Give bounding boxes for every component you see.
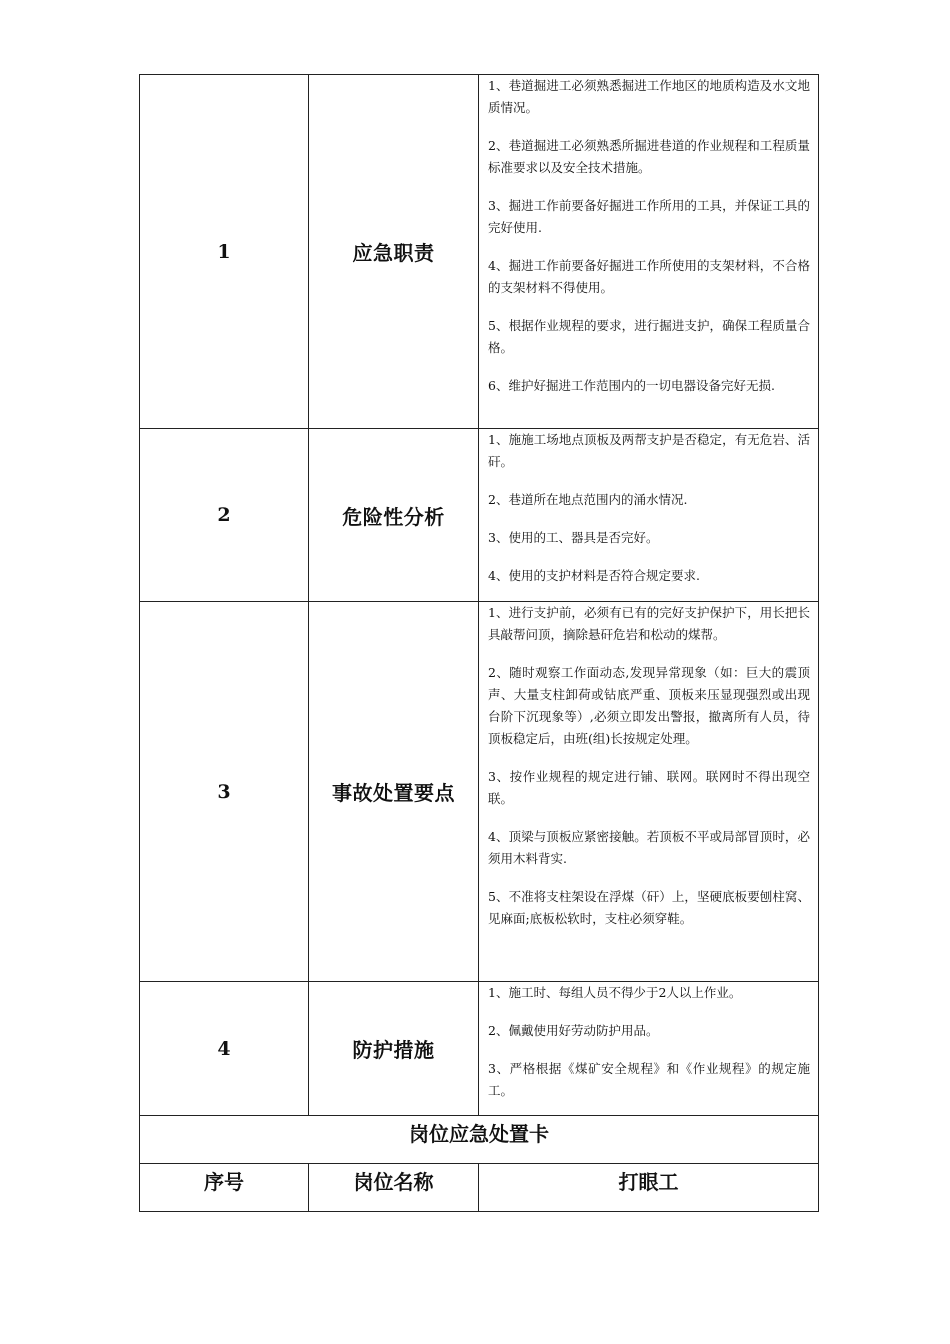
table-row (140, 429, 819, 602)
section-number: 4 (140, 982, 309, 1116)
table-row (140, 1116, 819, 1164)
list-item: 3、严格根据《煤矿安全规程》和《作业规程》的规定施工。 (488, 1061, 810, 1098)
section-name: 危险性分析 (309, 429, 479, 602)
section-number: 2 (140, 429, 309, 602)
header-number: 序号 (140, 1164, 309, 1212)
list-item: 2、佩戴使用好劳动防护用品。 (488, 1023, 659, 1038)
section-number: 1 (140, 75, 309, 429)
table-row (140, 602, 819, 982)
list-item: 6、维护好掘进工作范围内的一切电器设备完好无损. (488, 378, 775, 393)
section-name: 事故处置要点 (309, 602, 479, 982)
list-item: 3、按作业规程的规定进行铺、联网。联网时不得出现空联。 (488, 769, 810, 806)
list-item: 5、根据作业规程的要求，进行掘进支护，确保工程质量合格。 (488, 318, 810, 355)
section-name: 应急职责 (309, 75, 479, 429)
emergency-card-table (139, 74, 819, 1212)
list-item: 2、巷道所在地点范围内的涌水情况. (488, 492, 688, 507)
section-items (479, 602, 819, 982)
header-position-value: 打眼工 (479, 1164, 819, 1212)
list-item: 3、使用的工、器具是否完好。 (488, 530, 659, 545)
list-item: 2、随时观察工作面动态,发现异常现象（如：巨大的震顶声、大量支柱卸荷或钻底严重、顶板来压显现强烈或出现台阶下沉现象等）,必须立即发出警报，撤离所有人员，待顶板稳定后，由班(组)长按规定处理。 (488, 665, 810, 746)
section-items (479, 75, 819, 429)
list-item: 4、掘进工作前要备好掘进工作所使用的支架材料，不合格的支架材料不得使用。 (488, 258, 810, 295)
table-row (140, 982, 819, 1116)
list-item: 5、不准将支柱架设在浮煤（矸）上，坚硬底板要刨柱窝、见麻面;底板松软时，支柱必须穿鞋。 (488, 889, 810, 926)
list-item: 3、掘进工作前要备好掘进工作所用的工具，并保证工具的完好使用. (488, 198, 810, 235)
list-item: 1、巷道掘进工必须熟悉掘进工作地区的地质构造及水文地质情况。 (488, 78, 810, 115)
list-item: 1、进行支护前，必须有已有的完好支护保护下，用长把长具敲帮问顶，摘除悬矸危岩和松动的煤帮。 (488, 605, 810, 642)
table-row (140, 75, 819, 429)
list-item: 1、施工时、每组人员不得少于2人以上作业。 (488, 985, 742, 1000)
section-items (479, 429, 819, 602)
section-name: 防护措施 (309, 982, 479, 1116)
list-item: 4、顶梁与顶板应紧密接触。若顶板不平或局部冒顶时，必须用木料背实. (488, 829, 810, 866)
section-items (479, 982, 819, 1116)
header-position-label: 岗位名称 (309, 1164, 479, 1212)
list-item: 1、施施工场地点顶板及两帮支护是否稳定，有无危岩、活矸。 (488, 432, 810, 469)
card-title: 岗位应急处置卡 (140, 1116, 819, 1164)
table-row (140, 1164, 819, 1212)
list-item: 2、巷道掘进工必须熟悉所掘进巷道的作业规程和工程质量标准要求以及安全技术措施。 (488, 138, 810, 175)
section-number: 3 (140, 602, 309, 982)
list-item: 4、使用的支护材料是否符合规定要求. (488, 568, 700, 583)
